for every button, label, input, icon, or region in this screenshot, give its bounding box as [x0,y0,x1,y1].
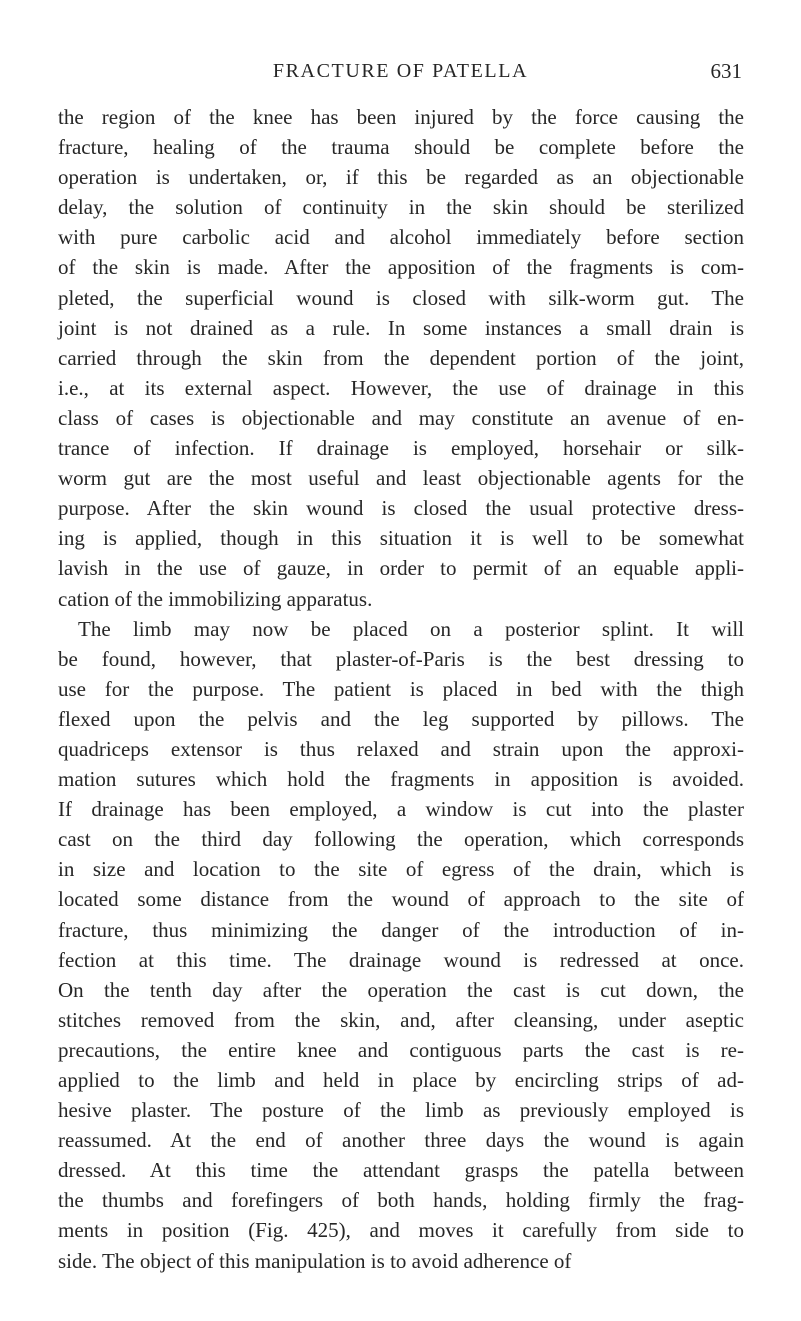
text-line: ing is applied, though in this situation it is well to be somewhat [58,526,744,551]
text-line: with pure carbolic acid and alcohol immediately before section [58,225,744,250]
text-line: use for the purpose. The patient is placed in bed with the thigh [58,676,744,701]
text-line: class of cases is objectionable and may constitute an avenue of en- [58,405,744,430]
text-line: operation is undertaken, or, if this be regarded as an objectionable [58,165,744,190]
text-line: worm gut are the most useful and least objectionable agents for the [58,466,744,491]
text-line: in size and location to the site of egress of the drain, which is [58,857,744,882]
body-text [58,102,744,1276]
text-line: fracture, healing of the trauma should be complete before the [58,135,744,160]
text-line: side. The object of this manipulation is to avoid adherence of [58,1248,572,1273]
text-line: of the skin is made. After the apposition of the fragments is com- [58,255,744,280]
text-line: i.e., at its external aspect. However, the use of drainage in this [58,375,744,400]
text-line: the region of the knee has been injured by the force causing the [58,105,744,129]
text-line: The limb may now be placed on a posterior splint. It will [78,616,744,641]
text-line: flexed upon the pelvis and the leg supported by pillows. The [58,706,744,731]
text-line: be found, however, that plaster-of-Paris is the best dressing to [58,646,744,671]
text-line: located some distance from the wound of approach to the site of [58,887,744,912]
text-line: pleted, the superficial wound is closed with silk-worm gut. The [58,285,744,310]
page-header [0,56,801,86]
text-line: lavish in the use of gauze, in order to permit of an equable appli- [58,556,744,581]
text-line: carried through the skin from the dependent portion of the joint, [58,345,744,370]
text-line: purpose. After the skin wound is closed the usual protective dress- [58,496,744,521]
text-line: dressed. At this time the attendant grasps the patella between [58,1158,744,1183]
text-line: the thumbs and forefingers of both hands, holding firmly the frag- [58,1188,744,1213]
text-line: cast on the third day following the operation, which corresponds [58,827,744,852]
text-line: ments in position (Fig. 425), and moves it carefully from side to [58,1218,744,1243]
text-line: applied to the limb and held in place by encircling strips of ad- [58,1068,744,1092]
text-line: hesive plaster. The posture of the limb as previously employed is [58,1098,744,1123]
text-line: quadriceps extensor is thus relaxed and strain upon the approxi- [58,736,744,761]
text-line: fracture, thus minimizing the danger of the introduction of in- [58,917,744,942]
text-line: trance of infection. If drainage is employed, horsehair or silk- [58,436,744,461]
text-line: fection at this time. The drainage wound is redressed at once. [58,947,744,972]
text-line: mation sutures which hold the fragments in apposition is avoided. [58,767,744,792]
text-line: reassumed. At the end of another three days the wound is again [58,1128,744,1153]
running-head: FRACTURE OF PATELLA [272,60,529,82]
page-number: 631 [710,59,742,83]
text-line: joint is not drained as a rule. In some instances a small drain is [58,315,744,340]
text-line: On the tenth day after the operation the cast is cut down, the [58,977,744,1002]
text-line: cation of the immobilizing apparatus. [58,586,373,611]
text-line: delay, the solution of continuity in the skin should be sterilized [58,195,744,220]
text-line: If drainage has been employed, a window is cut into the plaster [58,797,744,822]
text-line: precautions, the entire knee and contiguous parts the cast is re- [58,1037,744,1062]
text-line: stitches removed from the skin, and, after cleansing, under aseptic [58,1007,744,1032]
